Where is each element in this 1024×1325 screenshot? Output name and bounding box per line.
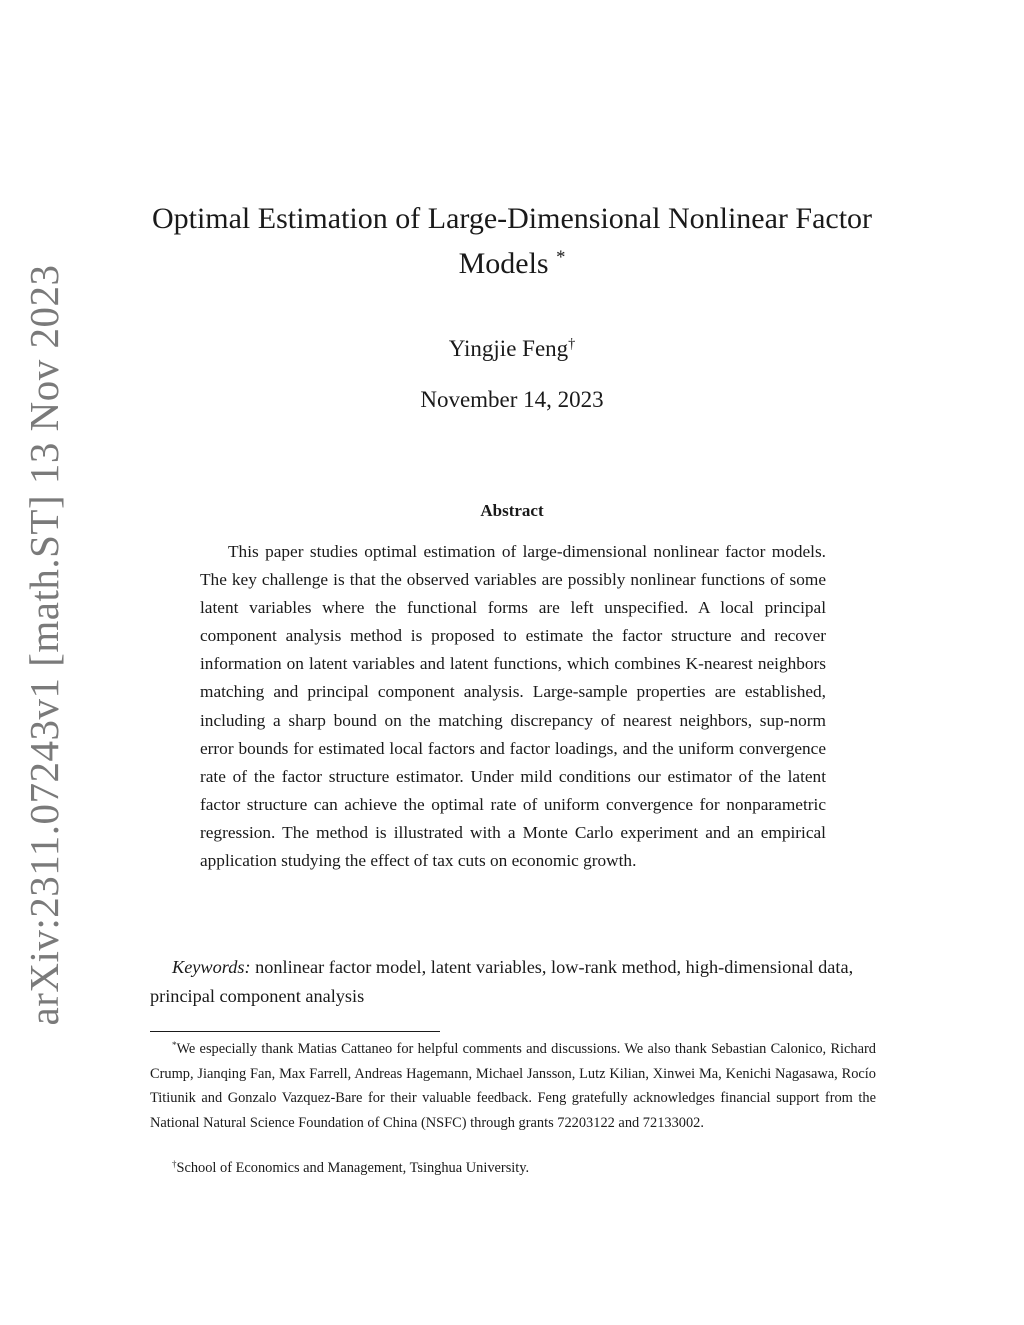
footnote-divider <box>150 1031 440 1032</box>
author-footnote-marker[interactable]: † <box>568 336 576 353</box>
paper-title-text: Optimal Estimation of Large-Dimensional Nonlinear Factor Models <box>151 202 873 280</box>
arxiv-identifier-stamp: arXiv:2311.07243v1 [math.ST] 13 Nov 2023 <box>21 264 67 1026</box>
publication-date: November 14, 2023 <box>420 387 604 412</box>
author-line <box>150 334 874 364</box>
keywords-label: Keywords: <box>172 957 251 977</box>
title-footnote-marker[interactable]: * <box>556 246 566 268</box>
keywords-paragraph <box>150 953 906 1011</box>
abstract-heading: Abstract <box>480 501 544 520</box>
keywords-text: nonlinear factor model, latent variables, low-rank method, high-dimensional data, principal component analysis <box>150 957 854 1006</box>
abstract-text: This paper studies optimal estimation of large-dimensional nonlinear factor models. The key challenge is that the observed variables are possibly nonlinear functions of some latent variables where the functional forms are left unspecified. A local principal component analysis method is proposed to estimate the factor structure and recover information on latent variables and latent functions, which combines K-nearest neighbors matching and principal component analysis. Large-sample properties are established, including a sharp bound on the matching discrepancy of nearest neighbors, sup-norm error bounds for estimated local factors and factor loadings, and the uniform convergence rate of the factor structure estimator. Under mild conditions our estimator of the latent factor structure can achieve the optimal rate of uniform convergence for nonparametric regression. The method is illustrated with a Monte Carlo experiment and an empirical application studying the effect of tax cuts on economic growth. <box>200 542 826 871</box>
footnote-acknowledgements-text: We especially thank Matias Cattaneo for helpful comments and discussions. We also thank Sebastian Calonico, Richard Crump, Jianqing Fan, Max Farrell, Andreas Hagemann, Michael Jansson, Lutz Kilian, Xinwei Ma, Kenichi Nagasawa, Rocío Titiunik and Gonzalo Vazquez-Bare for their valuable feedback. Feng gratefully acknowledges financial support from the National Natural Science Foundation of China (NSFC) through grants 72203122 and 72133002. <box>150 1041 876 1131</box>
paper-title <box>150 196 874 286</box>
footnote-affiliation <box>150 1156 876 1181</box>
footnote-affiliation-text: School of Economics and Management, Tsinghua University. <box>176 1160 530 1176</box>
author-name: Yingjie Feng <box>448 336 569 361</box>
footnote-marker-star: * <box>172 1040 177 1051</box>
footnote-acknowledgements <box>150 1037 876 1135</box>
footnote-marker-dagger: † <box>172 1159 177 1170</box>
